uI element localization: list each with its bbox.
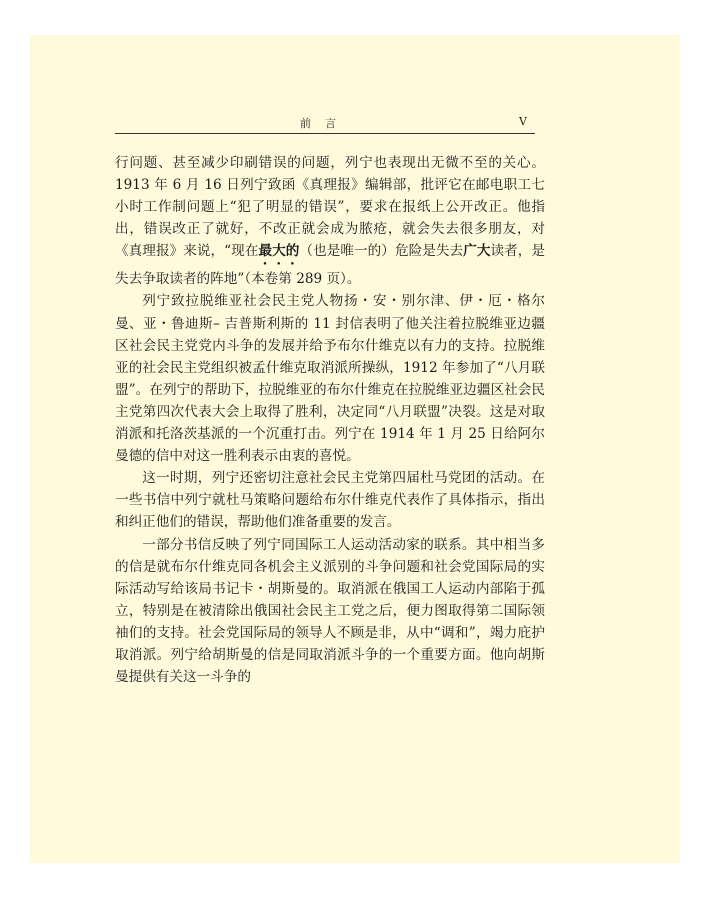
emphasized-text: 最大的 bbox=[258, 243, 300, 260]
paragraph bbox=[115, 290, 545, 467]
body-text bbox=[115, 152, 545, 688]
text-run: （也是唯一的）危险是失去 bbox=[299, 243, 464, 260]
text-run: 列宁致拉脱维亚社会民主党人物扬・安・别尔津、伊・厄・格尔曼、亚・鲁迪斯– 吉普斯利斯的 11 封信表明了他关注着拉脱维亚边疆区社会民主党党内斗争的发展并给予布尔什维克以有力的支持。拉脱维亚的社会民主党组织被孟什维克取消派所操纵，1912 年参加了“八月联盟”。在列宁的帮助下，拉脱维亚的布尔什维克在拉脱维亚边疆区社会民主党第四次代表大会上取得了胜利，决定同“八月联盟”决裂。这是对取消派和托洛茨基派的一个沉重打击。列宁在 1914 年 1 月 25 日给阿尔曼德的信中对这一胜利表示由衷的喜悦。 bbox=[115, 293, 545, 465]
paragraph bbox=[115, 534, 545, 689]
bold-text: 广大 bbox=[463, 243, 491, 260]
text-run: 一部分书信反映了列宁同国际工人运动活动家的联系。其中相当多的信是就布尔什维克同各机会主义派别的斗争问题和社会党国际局的实际活动写给该局书记卡・胡斯曼的。取消派在俄国工人运动内部陷于孤立，特别是在被清除出俄国社会民主工党之后，便力图取得第二国际领袖们的支持。社会党国际局的领导人不顾是非，从中“调和”，竭力庇护取消派。列宁给胡斯曼的信是同取消派斗争的一个重要方面。他向胡斯曼提供有关这一斗争的 bbox=[115, 536, 545, 686]
paragraph bbox=[115, 152, 545, 290]
running-header bbox=[115, 115, 535, 134]
text-run: 行问题、甚至减少印刷错误的问题，列宁也表现出无微不至的关心。1913 年 6 月 16 日列宁致函《真理报》编辑部，批评它在邮电职工七小时工作制问题上“犯了明显的错误”，要求在报纸上公开改正。他指出，错误改正了就好，不改正就会成为脓疮，就会失去很多朋友，对《真理报》来说，“现在 bbox=[115, 155, 545, 260]
header-title: 前言 bbox=[300, 117, 350, 130]
page-number: V bbox=[519, 115, 527, 128]
paragraph bbox=[115, 467, 545, 533]
text-run: 读者，是失去争取读者的阵地”（本卷第 289 页）。 bbox=[115, 243, 546, 288]
text-run: 这一时期，列宁还密切注意社会民主党第四届杜马党团的活动。在一些书信中列宁就杜马策略问题给布尔什维克代表作了具体指示，指出和纠正他们的错误，帮助他们准备重要的发言。 bbox=[115, 470, 545, 531]
